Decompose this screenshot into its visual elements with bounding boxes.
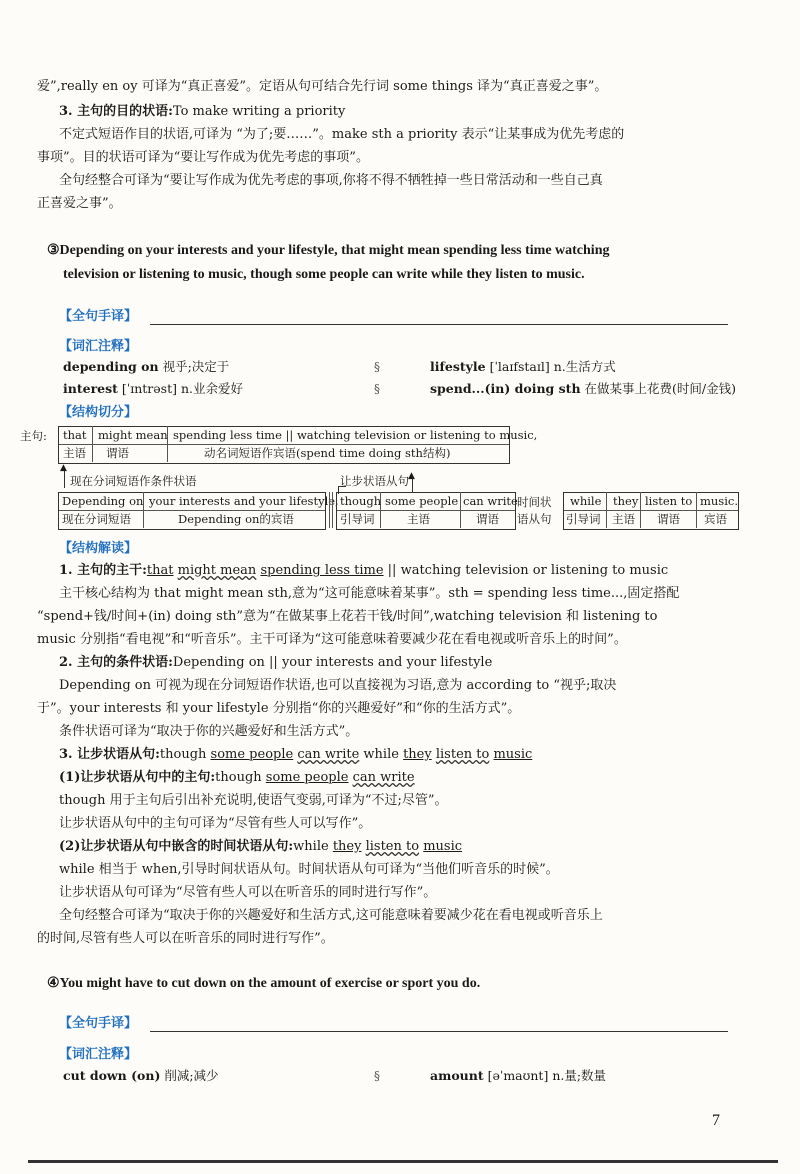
translation-blank-line[interactable]: [150, 1031, 728, 1032]
tag-vocab-notes: 【词汇注释】: [59, 339, 138, 354]
text-line: 的时间,尽管有些人可以在听音乐的同时进行写作”。: [37, 931, 334, 946]
page-number: 7: [712, 1112, 720, 1129]
diagram-cell: spending less time || watching television or listening to music,: [173, 428, 538, 442]
diagram-role: 主语: [407, 512, 430, 526]
diagram-cell: though: [340, 494, 382, 508]
analysis-2-heading: 2. 主句的条件状语:Depending on || your interests and your lifestyle: [59, 655, 493, 670]
vocab-item: cut down (on) 削减;减少: [63, 1068, 219, 1083]
diagram-role: 宾语: [704, 512, 727, 526]
note-time-clause: 时间状语从句: [517, 495, 552, 527]
text-line: 让步状语从句可译为“尽管有些人可以在听音乐的同时进行写作”。: [59, 885, 437, 900]
diagram-role: 现在分词短语: [62, 512, 131, 526]
separator-icon: §: [374, 382, 380, 396]
text-line: 全句经整合可译为“要让写作成为优先考虑的事项,你将不得不牺牲掉一些日常活动和一些自己真: [59, 173, 603, 188]
vocab-item: depending on 视乎;决定于: [63, 359, 230, 374]
text-line: 事项”。目的状语可译为“要让写作成为优先考虑的事项”。: [37, 150, 369, 165]
vocab-item: lifestyle [ˈlaɪfstaɪl] n.生活方式: [430, 359, 616, 374]
diagram-cell: can write: [463, 494, 518, 508]
translation-blank-line[interactable]: [150, 324, 728, 325]
diagram-role: 谓语: [657, 512, 680, 526]
analysis-3a-heading: (1)让步状语从句中的主句:though some people can write: [59, 770, 415, 785]
diagram-role: 主语: [63, 446, 86, 460]
diagram-role: Depending on的宾语: [178, 512, 294, 526]
analysis-3b-heading: (2)让步状语从句中嵌含的时间状语从句:while they listen to music: [59, 839, 463, 854]
diagram-role: 谓语: [106, 446, 129, 460]
sentence-3-line-2: television or listening to music, though some people can write while they listen to music.: [63, 267, 585, 282]
text-line: 于”。your interests 和 your lifestyle 分别指“你的兴趣爱好”和“你的生活方式”。: [37, 701, 521, 716]
sentence-4: ④You might have to cut down on the amount of exercise or sport you do.: [47, 976, 481, 991]
analysis-3-heading: 3. 让步状语从句:though some people can write while they listen to music: [59, 747, 533, 762]
diagram-cell: that: [63, 428, 87, 442]
tag-vocab-notes: 【词汇注释】: [59, 1047, 138, 1062]
text-line: 让步状语从句中的主句可译为“尽管有些人可以写作”。: [59, 816, 372, 831]
diagram-role: 引导词: [340, 512, 375, 526]
text-line: “spend+钱/时间+(in) doing sth”意为“在做某事上花若干钱/时间”,watching television 和 listening to: [37, 609, 658, 624]
text-line: while 相当于 when,引导时间状语从句。时间状语从句可译为“当他们听音乐的时候”。: [59, 862, 559, 877]
vocab-item: spend...(in) doing sth 在做某事上花费(时间/金钱): [430, 381, 736, 396]
diagram-cell: might mean: [98, 428, 168, 442]
sentence-3-line-1: ③Depending on your interests and your lifestyle, that might mean spending less time watching: [47, 243, 610, 258]
diagram-role: 谓语: [476, 512, 499, 526]
separator-icon: §: [374, 1069, 380, 1083]
text-line: though 用于主句后引出补充说明,使语气变弱,可译为“不过;尽管”。: [59, 793, 448, 808]
diagram-role: 引导词: [566, 512, 601, 526]
vocab-item: amount [əˈmaʊnt] n.量;数量: [430, 1068, 607, 1083]
item-3-heading: 3. 主句的目的状语:To make writing a priority: [59, 104, 346, 119]
text-line: 正喜爱之事”。: [37, 196, 122, 211]
text-line: music 分别指“看电视”和“听音乐”。主干可译为“这可能意味着要减少花在看电视或听音乐上的时间”。: [37, 632, 627, 647]
diagram-role: 动名词短语作宾语(spend time doing sth结构): [204, 446, 451, 460]
diagram-cell: some people: [385, 494, 459, 508]
footer-rule: [28, 1160, 778, 1163]
diagram-role: 主语: [612, 512, 635, 526]
diagram-cell: music.: [700, 494, 738, 508]
tag-full-translation: 【全句手译】: [59, 309, 138, 324]
note-condition: 现在分词短语作条件状语: [70, 474, 197, 488]
diagram-cell: while: [570, 494, 602, 508]
separator-icon: §: [374, 360, 380, 374]
main-clause-label: 主句:: [20, 429, 47, 443]
diagram-cell: they: [613, 494, 639, 508]
diagram-cell: Depending on: [62, 494, 144, 508]
tag-structure-analysis: 【结构解读】: [59, 541, 138, 556]
diagram-cell: your interests and your lifestyle,: [149, 494, 339, 508]
tag-full-translation: 【全句手译】: [59, 1016, 138, 1031]
text-line: Depending on 可视为现在分词短语作状语,也可以直接视为习语,意为 according to “视乎;取决: [59, 678, 617, 693]
text-line: 条件状语可译为“取决于你的兴趣爱好和生活方式”。: [59, 724, 359, 739]
item-3-phrase: To make writing a priority: [172, 104, 346, 119]
analysis-1-heading: 1. 主句的主干:that might mean spending less time || watching television or listening to music: [59, 563, 669, 578]
diagram-cell: listen to: [645, 494, 693, 508]
vocab-item: interest [ˈɪntrəst] n.业余爱好: [63, 381, 243, 396]
note-concession: 让步状语从句: [340, 474, 409, 488]
text-line: 主干核心结构为 that might mean sth,意为“这可能意味着某事”。sth = spending less time...,固定搭配: [59, 586, 680, 601]
text-line: 不定式短语作目的状语,可译为 “为了;要……”。make sth a priority 表示“让某事成为优先考虑的: [59, 127, 625, 142]
tag-structure: 【结构切分】: [59, 405, 138, 420]
text-line: 爱”,really en oy 可译为“真正喜爱”。定语从句可结合先行词 some things 译为“真正喜爱之事”。: [37, 79, 608, 94]
text-line: 全句经整合可译为“取决于你的兴趣爱好和生活方式,这可能意味着要减少花在看电视或听音乐上: [59, 908, 603, 923]
